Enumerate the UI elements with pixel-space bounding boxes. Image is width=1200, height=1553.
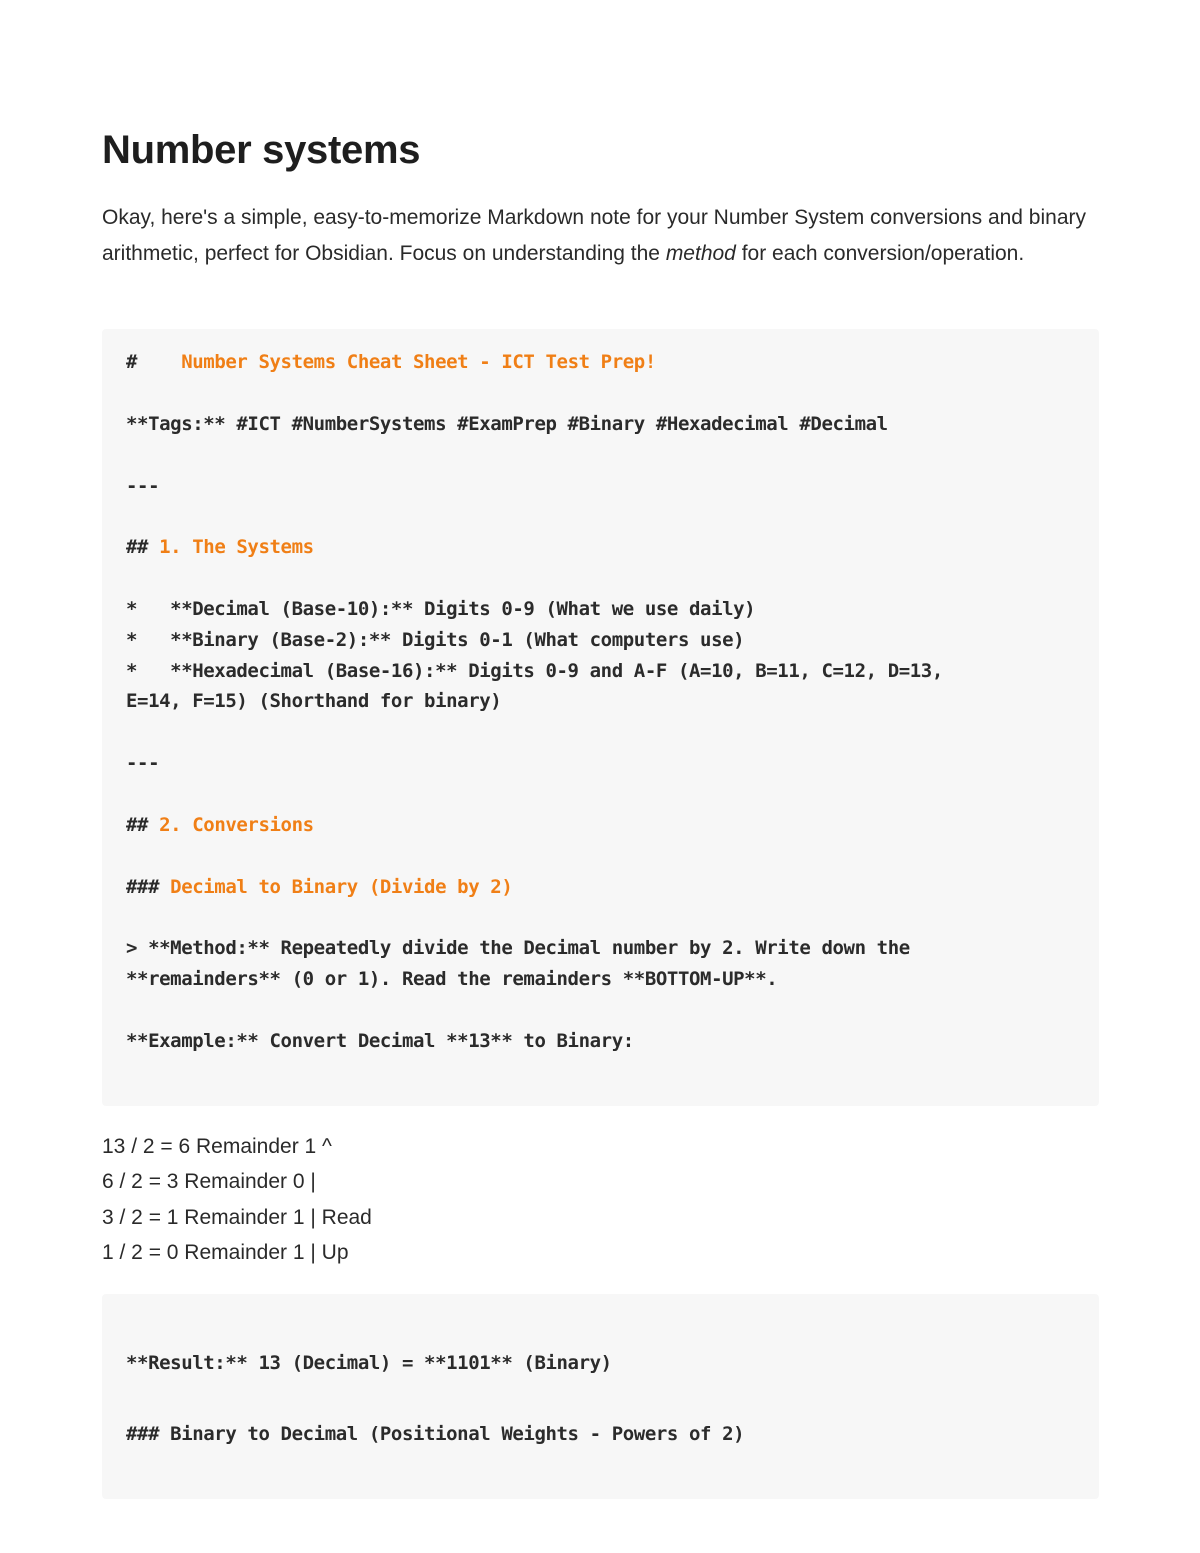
result-line: **Result:** 13 (Decimal) = **1101** (Binary): [126, 1352, 612, 1374]
method-line-1: > **Method:** Repeatedly divide the Decimal number by 2. Write down the: [126, 937, 910, 959]
division-step: 6 / 2 = 3 Remainder 0 |: [102, 1170, 316, 1194]
division-steps: [102, 1129, 372, 1270]
bullet-hexadecimal: * **Hexadecimal (Base-16):** Digits 0-9 and A-F (A=10, B=11, C=12, D=13,: [126, 660, 943, 682]
subsection-marker: ###: [126, 876, 171, 898]
horizontal-rule-2: ---: [126, 752, 160, 774]
bullet-binary: * **Binary (Base-2):** Digits 0-1 (What computers use): [126, 629, 745, 651]
section-1-marker: ##: [126, 536, 160, 558]
intro-text-end: for each conversion/operation.: [735, 241, 1025, 265]
subsection-text: Decimal to Binary (Divide by 2): [170, 876, 513, 898]
section-2-marker: ##: [126, 814, 160, 836]
section-2-text: 2. Conversions: [159, 814, 314, 836]
division-step: 3 / 2 = 1 Remainder 1 | Read: [102, 1205, 372, 1229]
bullet-decimal: * **Decimal (Base-10):** Digits 0-9 (What we use daily): [126, 598, 756, 620]
binary-to-decimal-heading: ### Binary to Decimal (Positional Weights - Powers of 2): [126, 1423, 745, 1445]
code-block-result: [102, 1294, 1099, 1499]
heading-text: Number Systems Cheat Sheet - ICT Test Prep!: [181, 351, 656, 373]
intro-emphasis: method: [665, 241, 736, 265]
division-step: 1 / 2 = 0 Remainder 1 | Up: [102, 1240, 349, 1264]
division-step: 13 / 2 = 6 Remainder 1 ^: [102, 1135, 332, 1158]
page-title: Number systems: [102, 128, 421, 172]
intro-text-start: Okay, here's a simple, easy-to-memorize Markdown note for your Number System conversions and binary arithmetic, perfect for Obsidian. Focus on understanding the: [102, 206, 1087, 265]
code-block-cheat-sheet: [102, 329, 1099, 1106]
method-line-2: **remainders** (0 or 1). Read the remainders **BOTTOM-UP**.: [126, 968, 778, 990]
tags-line: **Tags:** #ICT #NumberSystems #ExamPrep #Binary #Hexadecimal #Decimal: [126, 413, 888, 435]
section-1-text: 1. The Systems: [159, 536, 314, 558]
intro-paragraph: [102, 200, 1102, 271]
heading-marker: #: [126, 351, 182, 373]
example-line: **Example:** Convert Decimal **13** to Binary:: [126, 1030, 634, 1052]
code-heading-line: [126, 347, 656, 378]
section-2-heading: [126, 810, 314, 841]
bullet-hexadecimal-continued: E=14, F=15) (Shorthand for binary): [126, 690, 502, 712]
horizontal-rule-1: ---: [126, 475, 160, 497]
section-1-heading: [126, 532, 314, 563]
subsection-decimal-to-binary: [126, 872, 512, 903]
